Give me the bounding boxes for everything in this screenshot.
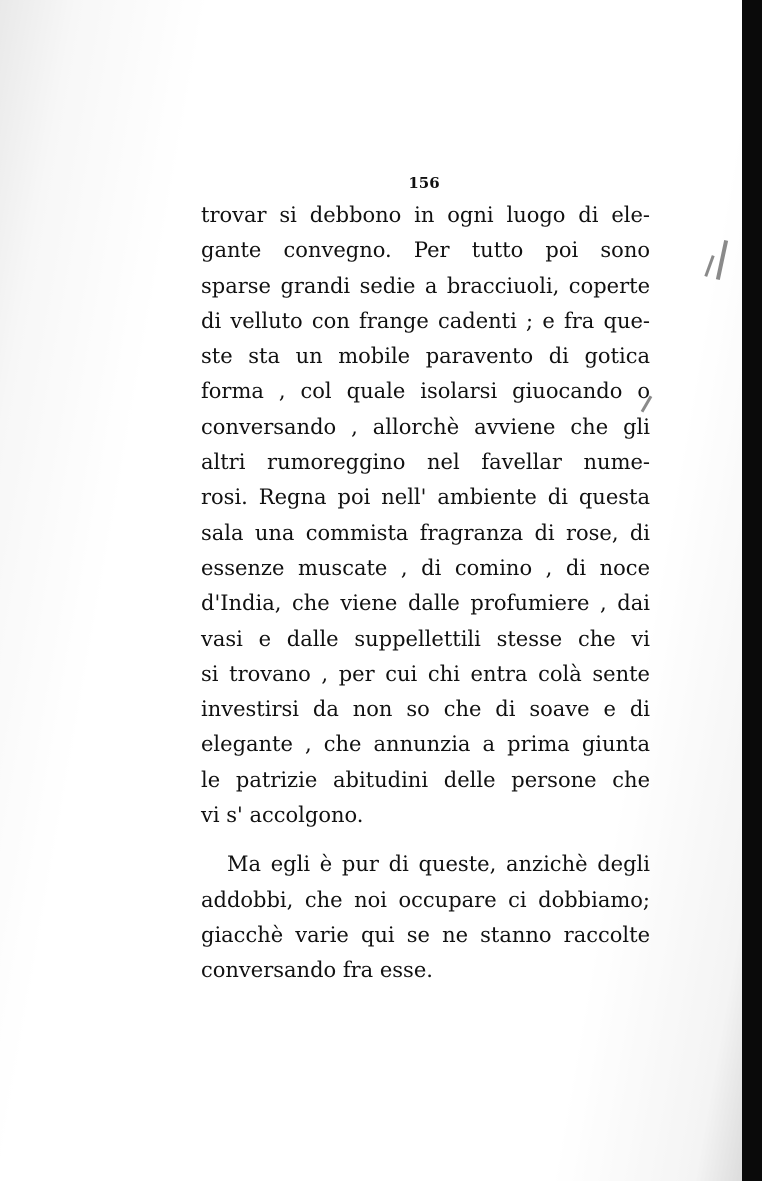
page-number: 156: [408, 174, 440, 192]
ink-smudge-mark: [704, 255, 714, 277]
text-line: altri rumoreggino nel favellar nume-: [201, 450, 650, 475]
text-line: le patrizie abitudini delle persone che: [201, 767, 650, 792]
text-line: sala una commista fragranza di rose, di: [201, 520, 650, 545]
text-line: elegante , che annunzia a prima giunta: [201, 732, 650, 757]
text-line: forma , col quale isolarsi giuocando o: [201, 379, 650, 404]
text-line: essenze muscate , di comino , di noce: [201, 555, 650, 580]
text-line: conversando fra esse.: [201, 958, 433, 983]
ink-smudge-mark: [716, 240, 728, 280]
text-line: vi s' accolgono.: [201, 803, 364, 828]
text-line: sparse grandi sedie a bracciuoli, coperte: [201, 273, 650, 298]
body-text: [201, 198, 650, 989]
text-line: trovar si debbono in ogni luogo di ele-: [201, 203, 650, 227]
text-line: Ma egli è pur di queste, anzichè degli: [227, 852, 650, 877]
paragraph-2: [201, 847, 650, 988]
text-line: ste sta un mobile paravento di gotica: [201, 344, 650, 369]
text-line: si trovano , per cui chi entra colà sente: [201, 661, 650, 686]
text-line: rosi. Regna poi nell' ambiente di questa: [201, 485, 650, 510]
text-line: gante convegno. Per tutto poi sono: [201, 238, 650, 263]
paragraph-gap: [201, 833, 650, 847]
paragraph-1: [201, 198, 650, 833]
text-line: investirsi da non so che di soave e di: [201, 697, 650, 722]
text-line: vasi e dalle suppellettili stesse che vi: [201, 626, 650, 651]
text-line: di velluto con frange cadenti ; e fra que-: [201, 308, 650, 333]
text-line: giacchè varie qui se ne stanno raccolte: [201, 922, 650, 947]
text-line: addobbi, che noi occupare ci dobbiamo;: [201, 887, 650, 912]
text-line: d'India, che viene dalle profumiere , dai: [201, 591, 650, 616]
text-line: conversando , allorchè avviene che gli: [201, 414, 650, 439]
